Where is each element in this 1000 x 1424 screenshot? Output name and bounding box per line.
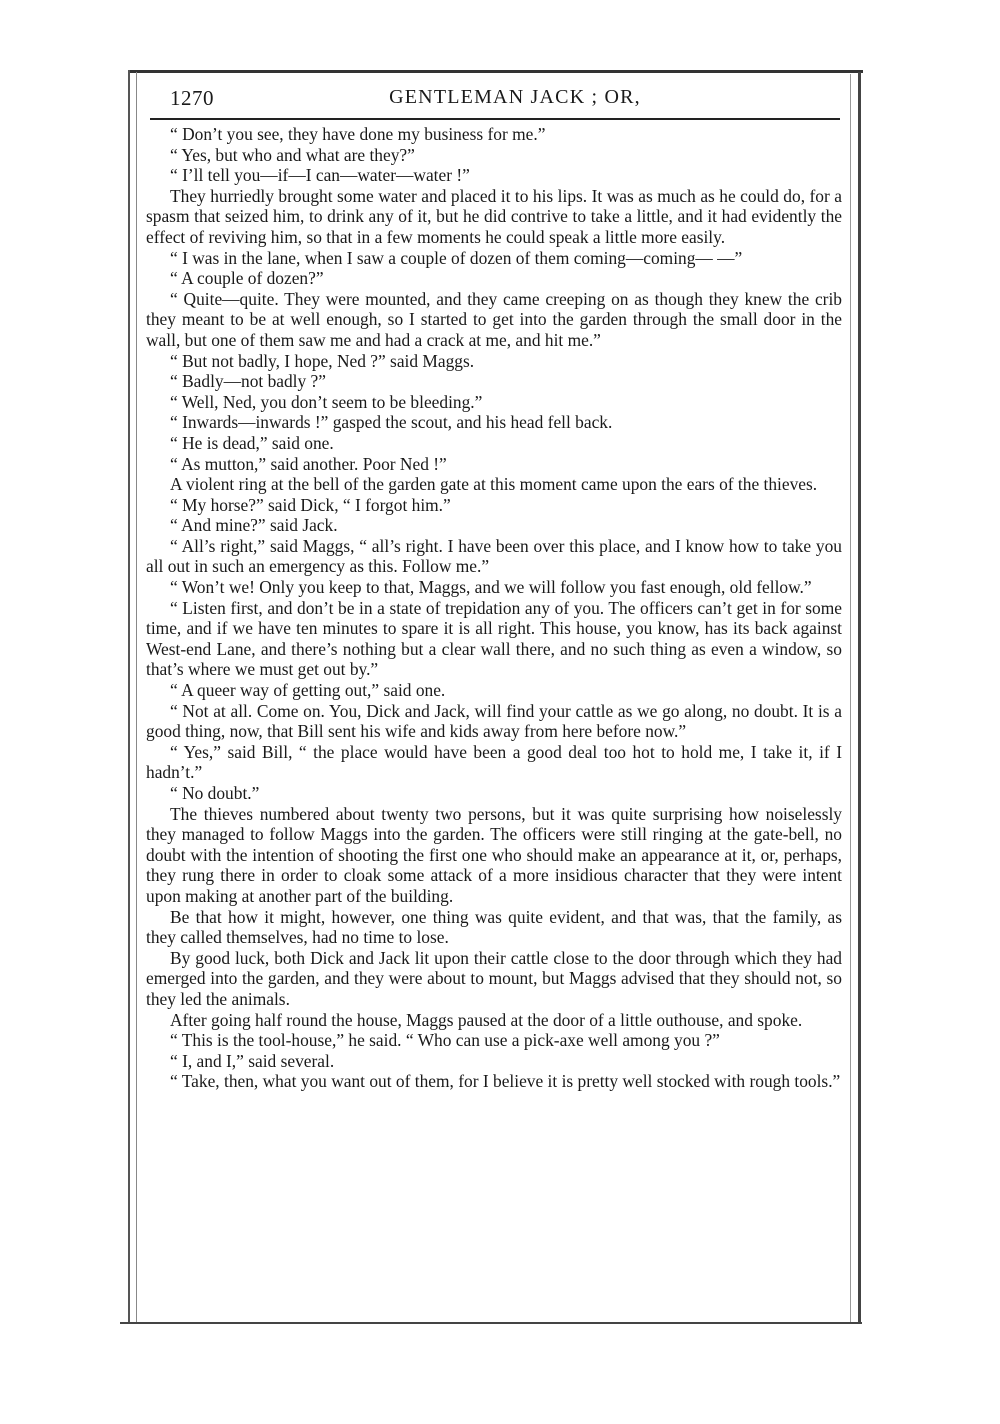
paragraph: “ All’s right,” said Maggs, “ all’s right. I have been over this place, and I know how to take you all out in such an emergency as this. Follow me.” <box>146 535 842 577</box>
paragraph: “ Quite—quite. They were mounted, and they came creeping on as though they knew the crib they meant to be at well enough, so I started to get into the garden through the small door in the wall, but one of them saw me and had a crack at me, and hit me.” <box>146 288 842 350</box>
paragraph: “ I’ll tell you—if—I can—water—water !” <box>170 165 470 186</box>
paragraph: They hurriedly brought some water and placed it to his lips. It was as much as he could do, for a spasm that seized him, to drink any of it, but he did contrive to take a little, and it had evidently the effect of reviving him, so that in a few moments he could speak a little more easily. <box>146 185 842 247</box>
header-rule <box>150 118 840 120</box>
paragraph: A violent ring at the bell of the garden gate at this moment came upon the ears of the thieves. <box>170 474 818 495</box>
paragraph: “ A queer way of getting out,” said one. <box>170 680 446 701</box>
paragraph: “ Don’t you see, they have done my business for me.” <box>170 124 546 144</box>
paragraph: “ No doubt.” <box>170 783 260 803</box>
page-border-right <box>858 72 861 1324</box>
paragraph: “ This is the tool-house,” he said. “ Who can use a pick-axe well among you ?” <box>170 1030 720 1051</box>
paragraph: “ I was in the lane, when I saw a couple of dozen of them coming—coming— —” <box>170 247 743 268</box>
paragraph: “ Take, then, what you want out of them, for I believe it is pretty well stocked with rough tools.” <box>170 1071 841 1092</box>
page-border-top <box>128 70 863 73</box>
paragraph: “ Well, Ned, you don’t seem to be bleeding.” <box>170 391 483 412</box>
paragraph: “ Not at all. Come on. You, Dick and Jack, will find your cattle as we go along, no doubt. It is a good thing, now, that Bill sent his wife and kids away from here before now.” <box>146 700 842 742</box>
paragraph: “ My horse?” said Dick, “ I forgot him.” <box>170 494 451 515</box>
paragraph: The thieves numbered about twenty two persons, but it was quite surprising how noiselessly they managed to follow Maggs into the garden. The officers were still ringing at the gate-bell, no doubt with the intention of shooting the first one who should make an appearance at it, or, perhaps, they rung there in order to cloak some attack of a more insidious character that they were intent upon making at another part of the building. <box>146 803 842 906</box>
paragraph: “ I, and I,” said several. <box>170 1050 335 1071</box>
body-text <box>146 124 842 1092</box>
running-title: GENTLEMAN JACK ; OR, <box>389 86 641 108</box>
paragraph: “ Inwards—inwards !” gasped the scout, and his head fell back. <box>170 412 613 433</box>
paragraph: “ Won’t we! Only you keep to that, Maggs, and we will follow you fast enough, old fellow.” <box>170 577 812 598</box>
paragraph: “ And mine?” said Jack. <box>170 515 338 536</box>
page-border-bottom <box>120 1322 862 1324</box>
paragraph: After going half round the house, Maggs paused at the door of a little outhouse, and spoke. <box>170 1009 803 1030</box>
page-border-left <box>128 70 130 1322</box>
paragraph: Be that how it might, however, one thing was quite evident, and that was, that the family, as they called themselves, had no time to lose. <box>146 906 842 948</box>
paragraph: “ As mutton,” said another. Poor Ned !” <box>170 453 447 474</box>
paragraph: By good luck, both Dick and Jack lit upon their cattle close to the door through which they had emerged into the garden, and they were about to mount, but Maggs advised that they should not, so they led the animals. <box>146 947 842 1009</box>
page-border-left-inner <box>136 72 137 1322</box>
paragraph: “ Listen first, and don’t be in a state of trepidation any of you. The officers can’t get in for some time, and if we have ten minutes to spare it is all right. This house, you know, has its back against West-end Lane, and there’s nothing but a clear wall there, and no such thing as even a window, so that’s where we must get out by.” <box>146 597 842 680</box>
page-header <box>150 86 840 114</box>
paragraph: “ A couple of dozen?” <box>170 268 324 289</box>
page-number: 1270 <box>170 86 214 110</box>
paragraph: “ He is dead,” said one. <box>170 432 334 453</box>
paragraph: “ Badly—not badly ?” <box>170 371 326 392</box>
paragraph: “ Yes, but who and what are they?” <box>170 144 415 165</box>
paragraph: “ But not badly, I hope, Ned ?” said Maggs. <box>170 350 475 371</box>
page-border-right-inner <box>850 74 851 1322</box>
paragraph: “ Yes,” said Bill, “ the place would have been a good deal too hot to hold me, I take it, if I hadn’t.” <box>146 741 842 783</box>
